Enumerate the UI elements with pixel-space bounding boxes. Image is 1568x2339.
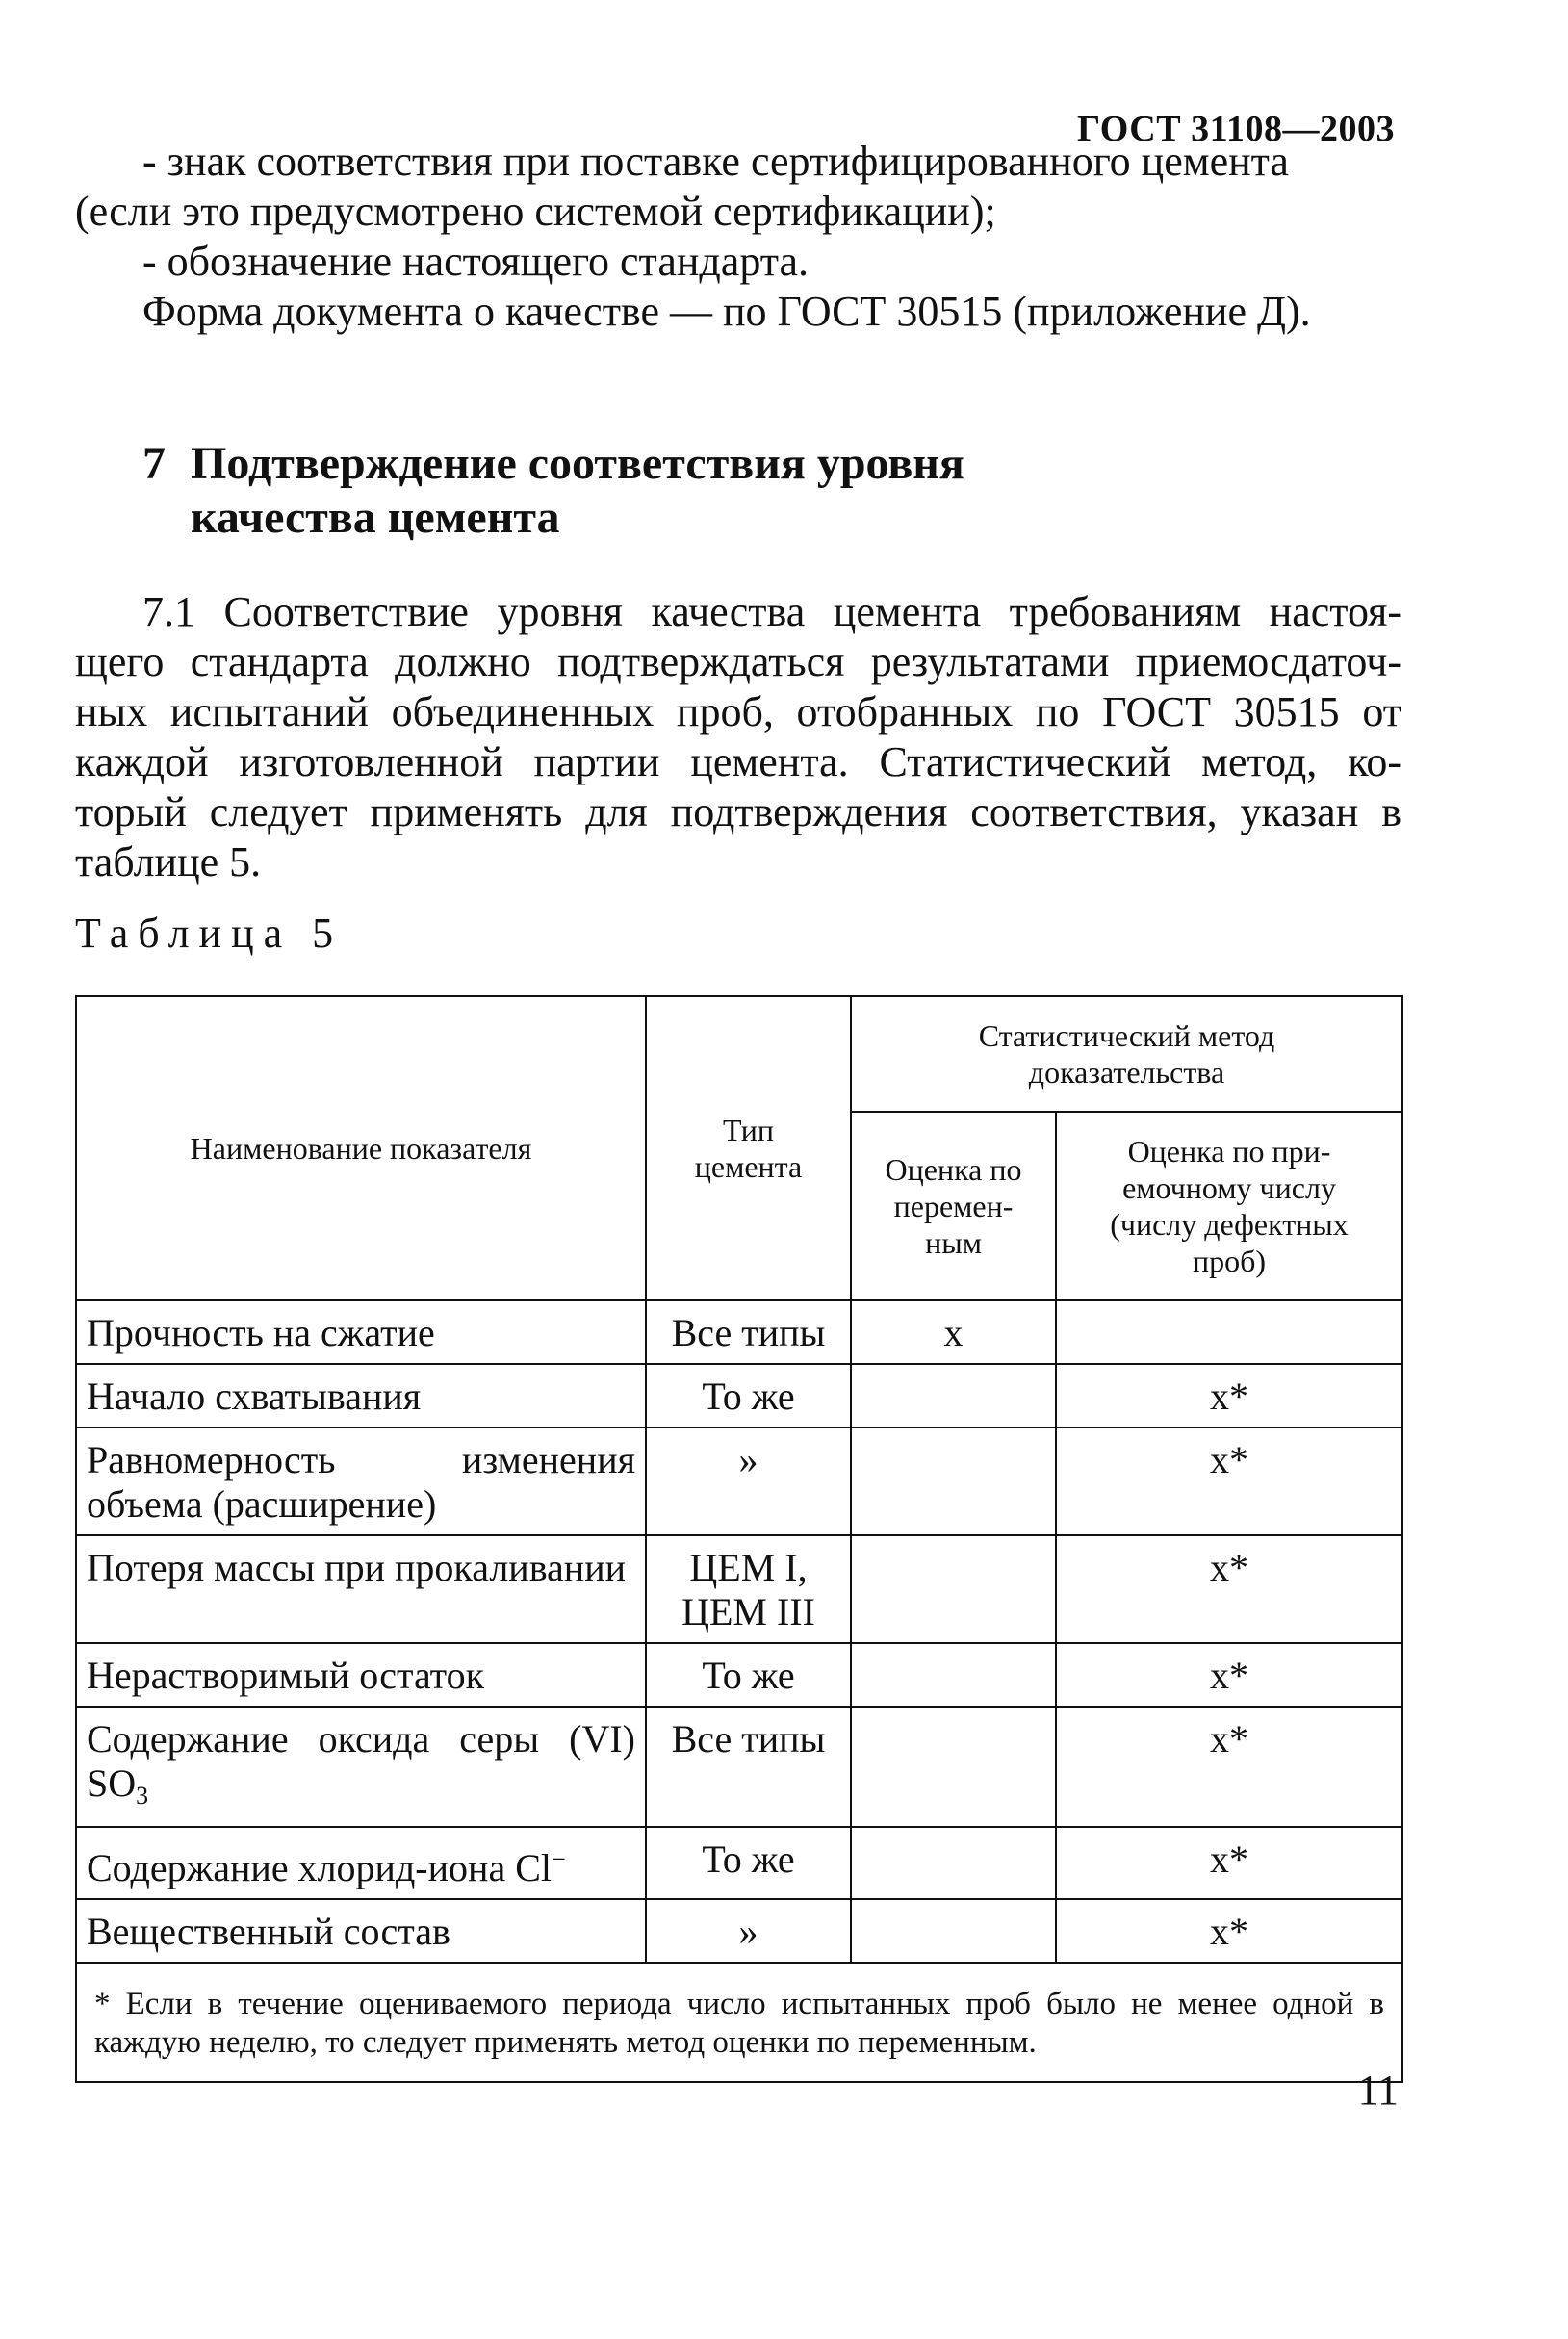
intro-line-1: - знак соответствия при поставке сертифицированного цемента: [142, 138, 1289, 185]
section-title-line-2: качества цемента: [191, 492, 560, 543]
header-by-acceptance-number: Оценка по при- емочному числу (числу дефектных проб): [1056, 1112, 1402, 1300]
cell-by-variables: [851, 1535, 1056, 1643]
clause-line: ных испытаний объединенных проб, отобранных по ГОСТ 30515 от: [75, 688, 1401, 735]
cell-cement-type: То же: [646, 1827, 851, 1899]
table-row: [76, 1643, 1402, 1707]
intro-line-4: Форма документа о качестве — по ГОСТ 30515 (приложение Д).: [142, 288, 1311, 335]
table-5: [75, 995, 1403, 2083]
document-code-header: ГОСТ 31108—2003: [1077, 109, 1395, 149]
table-row: [76, 1707, 1402, 1827]
header-indicator: Наименование показателя: [76, 996, 646, 1300]
clause-7-1-paragraph: [75, 587, 1401, 887]
cell-by-acceptance: x*: [1056, 1827, 1402, 1899]
intro-line-2: (если это предусмотрено системой сертификации);: [75, 188, 996, 235]
cell-by-acceptance: [1056, 1300, 1402, 1364]
table-row: [76, 1899, 1402, 1963]
clause-line: торый следует применять для подтверждения соответствия, указан в: [75, 788, 1401, 835]
cell-indicator: Содержание оксида серы (VI) $SO_3$: [76, 1707, 646, 1827]
cell-cement-type: »: [646, 1899, 851, 1963]
cell-indicator: Потеря массы при прокаливании: [76, 1535, 646, 1643]
table-row: [76, 1364, 1402, 1427]
table-footnote: * Если в течение оцениваемого периода число испытанных проб было не менее одной в каждую неделю, то следует применять метод оценки по переменным.: [76, 1963, 1402, 2082]
cell-by-acceptance: x*: [1056, 1535, 1402, 1643]
cell-cement-type: ЦЕМ I, ЦЕМ III: [646, 1535, 851, 1643]
clause-line: 7.1 Соответствие уровня качества цемента требованиям настоя-: [142, 588, 1401, 635]
subscript: 3: [136, 1782, 149, 1810]
cell-cement-type: »: [646, 1427, 851, 1535]
cell-by-acceptance: x*: [1056, 1427, 1402, 1535]
cell-by-acceptance: x*: [1056, 1364, 1402, 1427]
superscript: −: [552, 1845, 566, 1873]
section-heading: [142, 437, 964, 545]
cell-cement-type: Все типы: [646, 1300, 851, 1364]
table-row: [76, 1535, 1402, 1643]
cell-indicator: Прочность на сжатие: [76, 1300, 646, 1364]
clause-line: таблице 5.: [75, 838, 262, 886]
cell-indicator: Содержание хлорид-иона Cl−: [76, 1827, 646, 1899]
section-title-line-1: Подтверждение соответствия уровня: [191, 438, 964, 489]
cell-by-variables: [851, 1427, 1056, 1535]
cell-by-variables: [851, 1707, 1056, 1827]
cell-by-acceptance: x*: [1056, 1707, 1402, 1827]
cell-by-variables: [851, 1364, 1056, 1427]
header-statistical-method: Статистический метод доказательства: [851, 996, 1402, 1112]
cell-by-acceptance: x*: [1056, 1643, 1402, 1707]
table-header-row-1: [76, 996, 1402, 1112]
section-number: 7: [142, 438, 166, 489]
intro-paragraph: [75, 137, 1401, 337]
cell-indicator: Нерастворимый остаток: [76, 1643, 646, 1707]
table-row: [76, 1300, 1402, 1364]
table-footnote-row: [76, 1963, 1402, 2082]
cell-by-variables: [851, 1643, 1056, 1707]
cell-by-variables: [851, 1899, 1056, 1963]
cell-cement-type: То же: [646, 1643, 851, 1707]
table-row: [76, 1827, 1402, 1899]
cell-cement-type: То же: [646, 1364, 851, 1427]
cell-indicator: Равномерность изменения объема (расширение): [76, 1427, 646, 1535]
cell-cement-type: Все типы: [646, 1707, 851, 1827]
header-cement-type: Тип цемента: [646, 996, 851, 1300]
cell-by-acceptance: x*: [1056, 1899, 1402, 1963]
intro-line-3: - обозначение настоящего стандарта.: [142, 238, 810, 285]
page-number: 11: [1357, 2067, 1399, 2114]
table-caption: Таблица 5: [75, 910, 344, 957]
header-by-variables: Оценка по перемен- ным: [851, 1112, 1056, 1300]
clause-line: щего стандарта должно подтверждаться результатами приемосдаточ-: [75, 638, 1401, 685]
table-row: [76, 1427, 1402, 1535]
cell-indicator: Вещественный состав: [76, 1899, 646, 1963]
cell-by-variables: x: [851, 1300, 1056, 1364]
clause-line: каждой изготовленной партии цемента. Статистический метод, ко-: [75, 738, 1401, 785]
cell-indicator: Начало схватывания: [76, 1364, 646, 1427]
cell-by-variables: [851, 1827, 1056, 1899]
